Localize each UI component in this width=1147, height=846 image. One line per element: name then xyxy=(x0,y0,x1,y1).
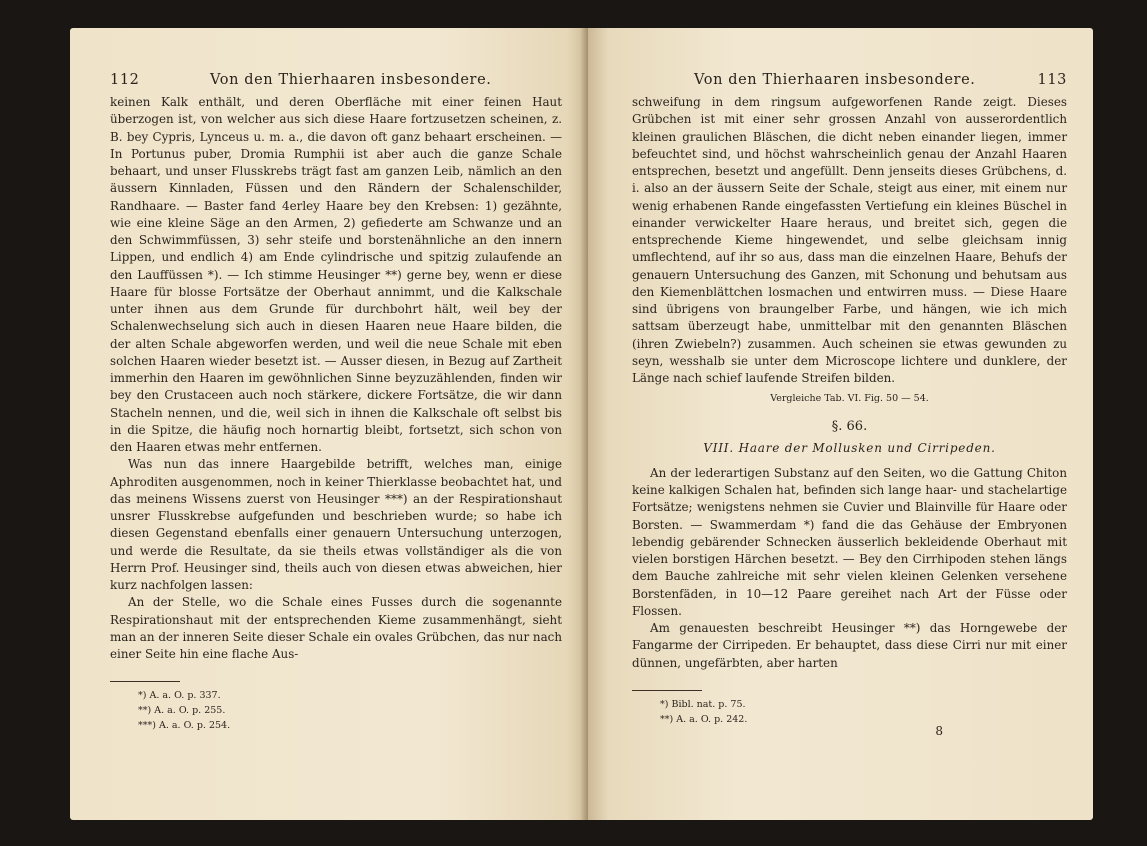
paragraph: Am genauesten beschreibt Heusinger **) das Horngewebe der Fangarme der Cirripeden. Er behauptet, dass diese Cirri nur mit einer dünnen, ungefärbten, aber harten xyxy=(632,621,1067,670)
paragraph: Was nun das innere Haargebilde betrifft, welches man, einige Aphroditen ausgenommen, noch in keiner Thierklasse beobachtet hat, und das meinens Wissens zuerst von Heusinger ***) an der Respirationshaut unsrer Flusskrebse aufgefunden und beschrieben wurde; so habe ich diesen Gegenstand ebenfalls einer genauern Untersuchung unterzogen, und werde die Resultate, da sie theils etwas vollständiger als die von Herrn Prof. Heusinger sind, theils auch von diesen etwas abweichen, hier kurz nachfolgen lassen: xyxy=(110,457,562,592)
left-body-text xyxy=(110,94,562,663)
section-heading: VIII. Haare der Mollusken und Cirripeden. xyxy=(703,440,996,455)
left-page xyxy=(70,28,588,820)
left-header xyxy=(110,72,562,88)
section-number: §. 66. xyxy=(831,419,868,435)
footnote: **) A. a. O. p. 255. xyxy=(138,705,226,717)
footnote-rule xyxy=(110,681,180,682)
page-number: 113 xyxy=(1037,72,1067,88)
paragraph: schweifung in dem ringsum aufgeworfenen Rande zeigt. Dieses Grübchen ist mit einer sehr grossen Anzahl von ausserordentlich kleinen graulichen Bläschen, die dicht neben einander liegen, immer befeuchtet sind, und höchst wahrscheinlich genau der Anzahl Haaren entsprechen, besetzt und angefüllt. Denn jenseits dieses Grübchens, d. i. also an der äussern Seite der Schale, steigt aus einer, mit einem nur wenig erhabenen Rande eingefassten Vertiefung ein kleines Büschel in einander verwickelter Haare heraus, und breitet sich, gegen die entsprechende Kieme hingewendet, und selbe gleichsam innig umflechtend, auf ihr so aus, dass man die einzelnen Haare, Behufs der genauern Untersuchung des Ganzen, mit Schonung und behutsam aus den Kiemenblättchen losmachen und entwirren muss. — Diese Haare sind übrigens von braungelber Farbe, und hängen, wie ich mich sattsam überzeugt habe, unmittelbar mit den genannten Bläschen (ihren Zwiebeln?) zusammen. Auch scheinen sie etwas gewunden zu seyn, wesshalb sie unter dem Microscope lichtere und dunklere, der Länge nach schief laufende Streifen bilden. xyxy=(632,95,1067,385)
paragraph: An der Stelle, wo die Schale eines Fusses durch die sogenannte Respirationshaut mit der entsprechenden Kieme zusammenhängt, sieht man an der inneren Seite dieser Schale ein ovales Grübchen, das nur nach einer Seite hin eine flache Aus- xyxy=(110,595,562,661)
running-head: Von den Thierhaaren insbesondere. xyxy=(210,72,492,88)
paragraph: An der lederartigen Substanz auf den Seiten, wo die Gattung Chiton keine kalkigen Schalen hat, befinden sich lange haar- und stachelartige Fortsätze; wenigstens nehmen sie Cuvier und Blainville für Haare oder Borsten. — Swammerdam *) fand die das Gehäuse der Embryonen lebendig gebärender Schnecken äusserlich bekleidende Oberhaut mit vielen borstigen Härchen besetzt. — Bey den Cirrhipoden stehen längs dem Bauche zahlreiche mit sehr vielen kleinen Gelenken versehene Borstenfäden, in 10—12 Paare gereihet nach Art der Füsse oder Flossen. xyxy=(632,465,1067,618)
right-body-text xyxy=(632,94,1067,672)
footnote: ***) A. a. O. p. 254. xyxy=(138,720,231,732)
paragraph: keinen Kalk enthält, und deren Oberfläche mit einer feinen Haut überzogen ist, von welcher aus sich diese Haare fortzusetzen scheinen, z. B. bey Cypris, Lynceus u. m. a., die davon oft ganz behaart erscheinen. — In Portunus puber, Dromia Rumphii ist aber auch die ganze Schale behaart, und unser Flusskrebs trägt fast am ganzen Leib, nämlich an den äussern Kinnladen, Füssen und den Rändern der Schalenschilder, Randhaare. — Baster fand 4erley Haare bey den Krebsen: 1) gezähnte, wie eine kleine Säge an den Armen, 2) gefiederte am Schwanze und an den Schwimmfüssen, 3) sehr steife und borstenähnliche an den innern Lippen, und endlich 4) am Ende cylindrische und spitzig zulaufende an den Lauffüssen *). — Ich stimme Heusinger **) gerne bey, wenn er diese Haare für blosse Fortsätze der Oberhaut annimmt, und die Kalkschale unter ihnen aus dem Grunde für durchbohrt hält, weil bey der Schalenwechselung sich auch in diesen Haaren neue Haare bilden, die der alten Schale abgeworfen werden, und weil die neue Schale mit eben solchen Haaren wieder besetzt ist. — Ausser diesen, in Bezug auf Zartheit immerhin den Haaren im gewöhnlichen Sinne beyzuzählenden, finden wir bey den Crustaceen auch noch stärkere, dickere Fortsätze, die wir dann Stacheln nennen, und die, weil sich in ihnen die Kalkschale oft selbst bis in die Spitze, die häufig noch hornartig bleibt, fortsetzt, sich schon von den Haaren etwas mehr entfernen. xyxy=(110,95,562,454)
footnote: *) Bibl. nat. p. 75. xyxy=(660,698,746,710)
right-header xyxy=(632,72,1067,88)
left-footnotes xyxy=(110,688,562,733)
footnote: **) A. a. O. p. 242. xyxy=(660,713,748,725)
running-head: Von den Thierhaaren insbesondere. xyxy=(694,72,976,88)
footnote: *) A. a. O. p. 337. xyxy=(138,690,221,702)
page-number: 112 xyxy=(110,72,140,88)
figure-reference: Vergleiche Tab. VI. Fig. 50 — 54. xyxy=(770,393,929,405)
right-page xyxy=(588,28,1093,820)
footnote-rule xyxy=(632,690,702,691)
right-footnotes xyxy=(632,697,1067,727)
signature-mark: 8 xyxy=(935,724,943,738)
